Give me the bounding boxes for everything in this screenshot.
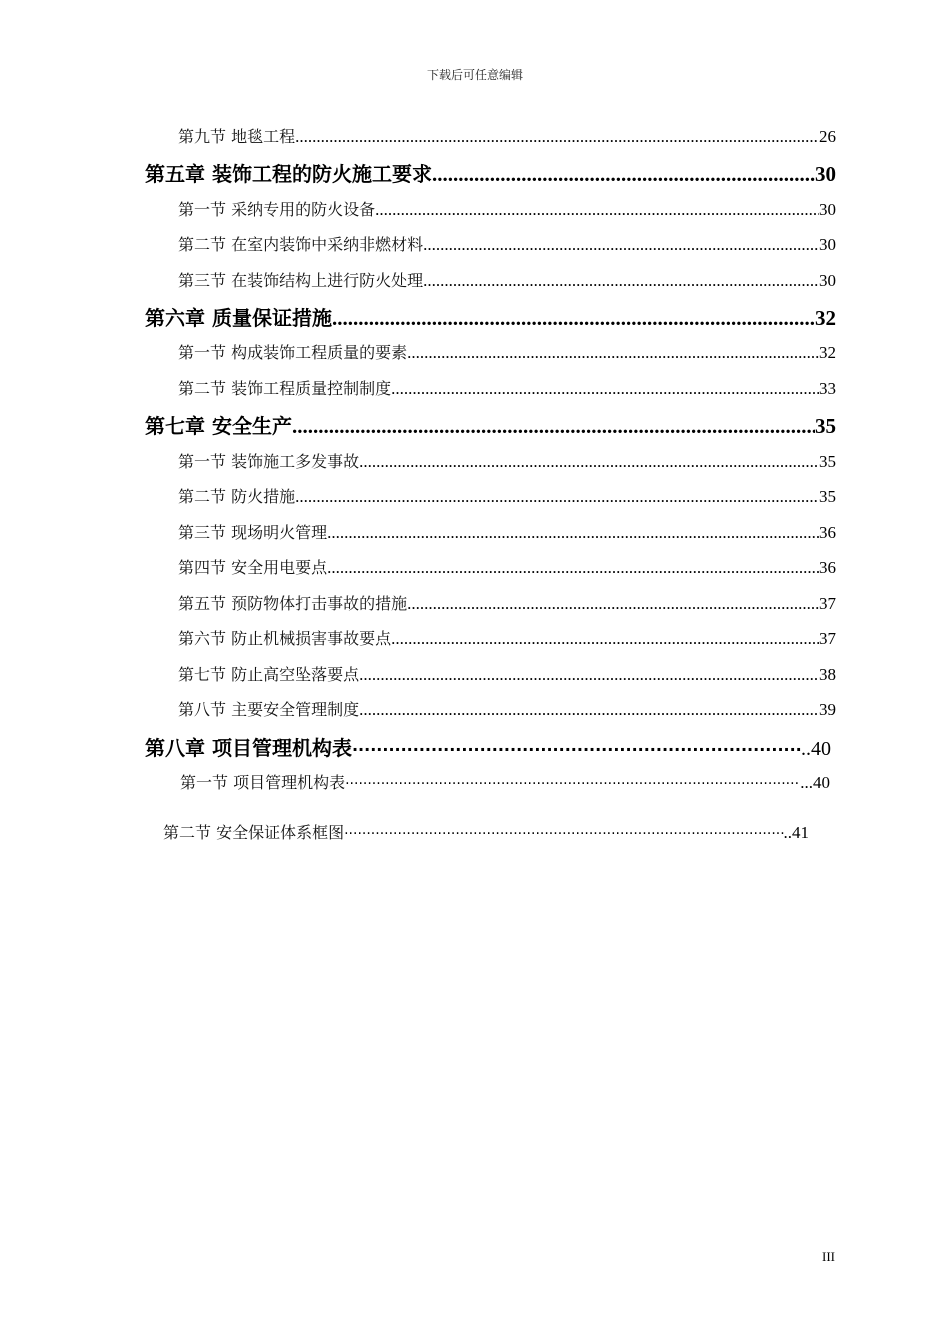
dot-leader: [407, 343, 819, 363]
toc-entry[interactable]: [178, 520, 836, 543]
toc-entry-page: 30: [815, 162, 836, 186]
toc-entry-page: 30: [819, 271, 836, 290]
toc-entry-page: 32: [819, 343, 836, 362]
toc-entry-title: 第一节 项目管理机构表: [180, 773, 346, 792]
toc-entry-title: 第二节 装饰工程质量控制制度: [178, 379, 392, 398]
toc-entry[interactable]: [178, 555, 836, 578]
toc-entry-page: 36: [819, 523, 836, 542]
toc-chapter-entry[interactable]: [145, 302, 836, 331]
toc-entry[interactable]: [178, 232, 836, 255]
toc-entry-page: 37: [819, 594, 836, 613]
toc-entry-title: 第六章 质量保证措施: [145, 306, 332, 330]
toc-entry-title: 第五节 预防物体打击事故的措施: [178, 594, 408, 613]
toc-entry[interactable]: [178, 626, 836, 649]
toc-entry-title: 第二节 在室内装饰中采纳非燃材料: [178, 235, 424, 254]
toc-entry[interactable]: [178, 197, 836, 220]
toc-entry-page: 30: [819, 200, 836, 219]
toc-entry-title: 第五章 装饰工程的防火施工要求: [145, 162, 432, 186]
toc-entry-page: ..41: [783, 823, 809, 842]
dot-leader: [295, 127, 819, 147]
toc-entry[interactable]: [180, 770, 830, 793]
dot-leader: [423, 235, 819, 255]
page-number: III: [822, 1249, 835, 1264]
toc-entry-page: 38: [819, 665, 836, 684]
dot-leader: [295, 487, 819, 507]
toc-entry-title: 第二节 安全保证体系框图: [163, 823, 345, 842]
dot-leader: [292, 414, 815, 439]
dot-leader: [359, 452, 819, 472]
dot-leader: [432, 162, 815, 187]
toc-entry-page: 37: [819, 629, 836, 648]
toc-entry-title: 第八节 主要安全管理制度: [178, 700, 360, 719]
dot-leader: [375, 200, 819, 220]
toc-entry-page: 32: [815, 306, 836, 330]
dot-leader: [327, 558, 819, 578]
page-header: 下载后可任意编辑: [426, 68, 523, 82]
dot-leader: [391, 629, 819, 649]
toc-entry-title: 第七节 防止高空坠落要点: [178, 665, 360, 684]
toc-entry-title: 第三节 在装饰结构上进行防火处理: [178, 271, 424, 290]
toc-entry-title: 第九节 地毯工程: [178, 127, 296, 146]
toc-entry-title: 第七章 安全生产: [145, 414, 292, 438]
dot-leader: [359, 665, 819, 685]
toc-entry[interactable]: [178, 340, 836, 363]
toc-entry-page: 33: [819, 379, 836, 398]
toc-entry[interactable]: [178, 697, 836, 720]
toc-entry-title: 第四节 安全用电要点: [178, 558, 328, 577]
toc-entry[interactable]: [163, 820, 809, 843]
toc-chapter-entry[interactable]: [145, 732, 831, 761]
toc-entry-page: 35: [819, 487, 836, 506]
dot-leader: [345, 776, 800, 792]
toc-entry-title: 第一节 构成装饰工程质量的要素: [178, 343, 408, 362]
toc-entry[interactable]: [178, 662, 836, 685]
toc-entry-page: 35: [819, 452, 836, 471]
toc-entry[interactable]: [178, 591, 836, 614]
toc-entry[interactable]: [178, 449, 836, 472]
toc-entry[interactable]: [178, 124, 836, 147]
toc-chapter-entry[interactable]: [145, 158, 836, 187]
dot-leader: [359, 700, 819, 720]
toc-entry-page: 35: [815, 414, 836, 438]
dot-leader: [344, 826, 783, 842]
toc-entry-title: 第一节 装饰施工多发事故: [178, 452, 360, 471]
dot-leader: [407, 594, 819, 614]
toc-entry[interactable]: [178, 268, 836, 291]
toc-entry-title: 第二节 防火措施: [178, 487, 296, 506]
dot-leader: [332, 306, 815, 331]
toc-entry-title: 第一节 采纳专用的防火设备: [178, 200, 376, 219]
toc-entry-title: 第八章 项目管理机构表: [145, 736, 352, 760]
dot-leader: [423, 271, 819, 291]
toc-entry-page: ..40: [801, 738, 831, 760]
dot-leader: [391, 379, 819, 399]
dot-leader: [352, 740, 801, 759]
toc-entry-page: ...40: [800, 773, 830, 792]
dot-leader: [327, 523, 819, 543]
toc-chapter-entry[interactable]: [145, 410, 836, 439]
toc-entry[interactable]: [178, 484, 836, 507]
toc-entry-page: 30: [819, 235, 836, 254]
toc-entry-page: 26: [819, 127, 836, 146]
toc-entry-title: 第六节 防止机械损害事故要点: [178, 629, 392, 648]
toc-entry-page: 36: [819, 558, 836, 577]
toc-entry[interactable]: [178, 376, 836, 399]
toc-entry-page: 39: [819, 700, 836, 719]
toc-entry-title: 第三节 现场明火管理: [178, 523, 328, 542]
